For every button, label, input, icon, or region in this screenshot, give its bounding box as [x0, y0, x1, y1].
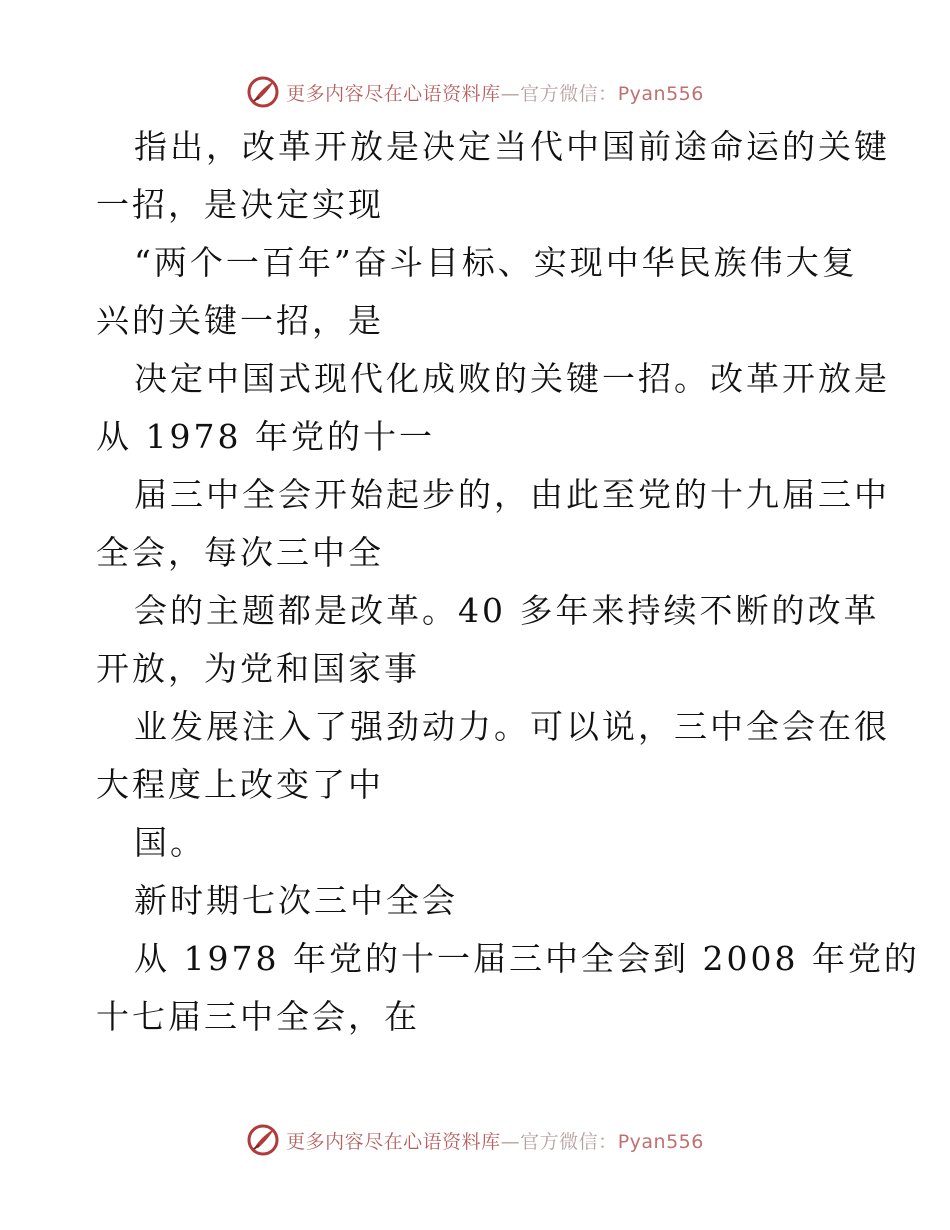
quill-logo-icon: [246, 75, 280, 109]
text-line: “两个一百年”奋斗目标、实现中华民族伟大复: [134, 243, 858, 282]
footer-watermark: [0, 1120, 950, 1160]
text-line: 开放，为党和国家事: [96, 649, 420, 688]
text-line: 国。: [134, 823, 206, 862]
text-line: 大程度上改变了中: [96, 765, 384, 804]
watermark-wechat-id: Pyan556: [617, 82, 704, 105]
text-line: 会的主题都是改革。40 多年来持续不断的改革: [134, 591, 880, 630]
text-line: 全会，每次三中全: [96, 533, 384, 572]
watermark-wechat-id: Pyan556: [617, 1130, 704, 1153]
text-line: 兴的关键一招，是: [96, 301, 384, 340]
text-line: 指出，改革开放是决定当代中国前途命运的关键: [134, 127, 890, 166]
text-line: 届三中全会开始起步的，由此至党的十九届三中: [134, 475, 890, 514]
text-line: 十七届三中全会，在: [96, 997, 420, 1036]
watermark-main: 更多内容尽在心语资料库: [286, 1130, 501, 1153]
watermark-separator: —官方微信：: [500, 82, 618, 105]
quill-logo-icon: [246, 1123, 280, 1157]
watermark-separator: —官方微信：: [500, 1130, 618, 1153]
watermark-group: [246, 1123, 704, 1157]
text-line: 新时期七次三中全会: [134, 881, 458, 920]
text-line: 决定中国式现代化成败的关键一招。改革开放是: [134, 359, 890, 398]
text-line: 业发展注入了强劲动力。可以说，三中全会在很: [134, 707, 890, 746]
watermark-main: 更多内容尽在心语资料库: [286, 82, 501, 105]
watermark-text: [286, 1127, 704, 1154]
text-line: 从 1978 年党的十一届三中全会到 2008 年党的: [134, 939, 920, 978]
document-body: [96, 118, 920, 1046]
watermark-group: [246, 75, 704, 109]
header-watermark: [0, 72, 950, 112]
watermark-text: [286, 79, 704, 106]
text-line: 一招，是决定实现: [96, 185, 384, 224]
text-line: 从 1978 年党的十一: [96, 417, 435, 456]
